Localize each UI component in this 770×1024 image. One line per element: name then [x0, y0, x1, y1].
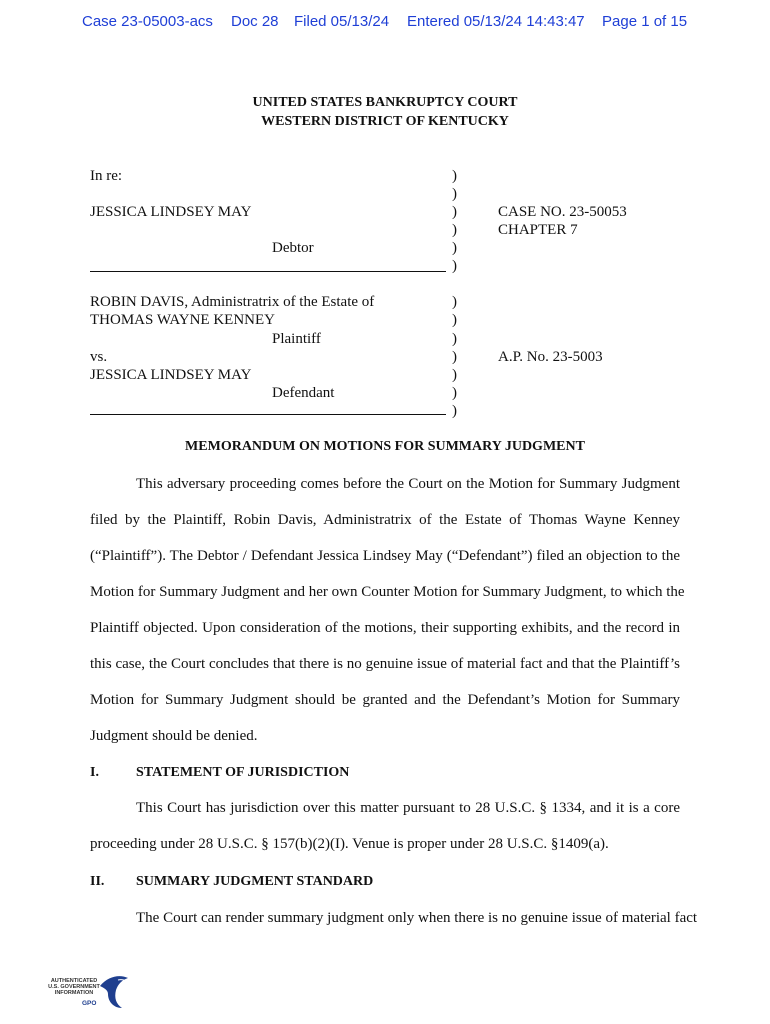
caption-paren: ): [452, 385, 457, 401]
stamp-page-count: Page 1 of 15: [602, 13, 688, 30]
caption-paren: ): [452, 258, 457, 274]
caption-paren: ): [452, 403, 457, 419]
caption-chapter: CHAPTER 7: [498, 222, 578, 238]
section-2-number: II.: [90, 874, 105, 889]
paragraph-line: filed by the Plaintiff, Robin Davis, Administratrix of the Estate of Thomas Wayne Kenney: [90, 512, 680, 528]
paragraph-line: The Court can render summary judgment only when there is no genuine issue of material fact: [136, 910, 698, 926]
caption-defendant-name: JESSICA LINDSEY MAY: [90, 367, 252, 383]
caption-paren: ): [452, 349, 457, 365]
caption-divider: [90, 414, 446, 415]
court-name: UNITED STATES BANKRUPTCY COURT: [252, 95, 518, 110]
paragraph-line: Plaintiff objected. Upon consideration of the motions, their supporting exhibits, and the record in: [90, 620, 680, 636]
paragraph-line: proceeding under 28 U.S.C. § 157(b)(2)(I). Venue is proper under 28 U.S.C. §1409(a).: [90, 836, 609, 852]
gpo-authentication-seal: [44, 972, 134, 1016]
caption-paren: ): [452, 168, 457, 184]
caption-ap-number: A.P. No. 23-5003: [498, 349, 603, 365]
caption-paren: ): [452, 367, 457, 383]
memorandum-title: MEMORANDUM ON MOTIONS FOR SUMMARY JUDGMENT: [185, 439, 585, 454]
paragraph-line: (“Plaintiff”). The Debtor / Defendant Jessica Lindsey May (“Defendant”) filed an objection to the: [90, 548, 680, 564]
caption-case-number: CASE NO. 23-50053: [498, 204, 627, 220]
stamp-filed-date: Filed 05/13/24: [294, 13, 390, 30]
caption-debtor-role: Debtor: [272, 240, 314, 256]
caption-paren: ): [452, 312, 457, 328]
caption-paren: ): [452, 294, 457, 310]
stamp-case-number: Case 23-05003-acs: [82, 13, 213, 30]
caption-paren: ): [452, 331, 457, 347]
caption-plaintiff-line1: ROBIN DAVIS, Administratrix of the Estate of: [90, 294, 375, 310]
caption-defendant-role: Defendant: [272, 385, 335, 401]
caption-plaintiff-line2: THOMAS WAYNE KENNEY: [90, 312, 276, 328]
paragraph-line: This adversary proceeding comes before the Court on the Motion for Summary Judgment: [136, 476, 680, 492]
paragraph-line: Motion for Summary Judgment should be granted and the Defendant’s Motion for Summary: [90, 692, 680, 708]
court-district: WESTERN DISTRICT OF KENTUCKY: [261, 114, 509, 129]
eagle-icon: [96, 972, 130, 1012]
caption-paren: ): [452, 186, 457, 202]
section-1-number: I.: [90, 765, 99, 780]
caption-vs: vs.: [90, 349, 108, 365]
section-1-title: STATEMENT OF JURISDICTION: [136, 765, 350, 780]
paragraph-line: This Court has jurisdiction over this matter pursuant to 28 U.S.C. § 1334, and it is a core: [136, 800, 680, 816]
caption-paren: ): [452, 240, 457, 256]
stamp-doc-number: Doc 28: [231, 13, 279, 30]
paragraph-line: Motion for Summary Judgment and her own Counter Motion for Summary Judgment, to which the: [90, 584, 685, 600]
caption-paren: ): [452, 222, 457, 238]
paragraph-line: Judgment should be denied.: [90, 728, 258, 744]
paragraph-line: this case, the Court concludes that there is no genuine issue of material fact and that the Plaintiff’s: [90, 656, 680, 672]
caption-divider: [90, 271, 446, 272]
caption-in-re: In re:: [90, 168, 123, 184]
section-2-title: SUMMARY JUDGMENT STANDARD: [136, 874, 374, 889]
caption-plaintiff-role: Plaintiff: [272, 331, 321, 347]
stamp-entered-date: Entered 05/13/24 14:43:47: [407, 13, 585, 30]
caption-debtor-name: JESSICA LINDSEY MAY: [90, 204, 252, 220]
gpo-seal-text: AUTHENTICATED U.S. GOVERNMENT INFORMATION: [48, 978, 100, 996]
gpo-seal-label: GPO: [82, 1000, 97, 1007]
caption-paren: ): [452, 204, 457, 220]
